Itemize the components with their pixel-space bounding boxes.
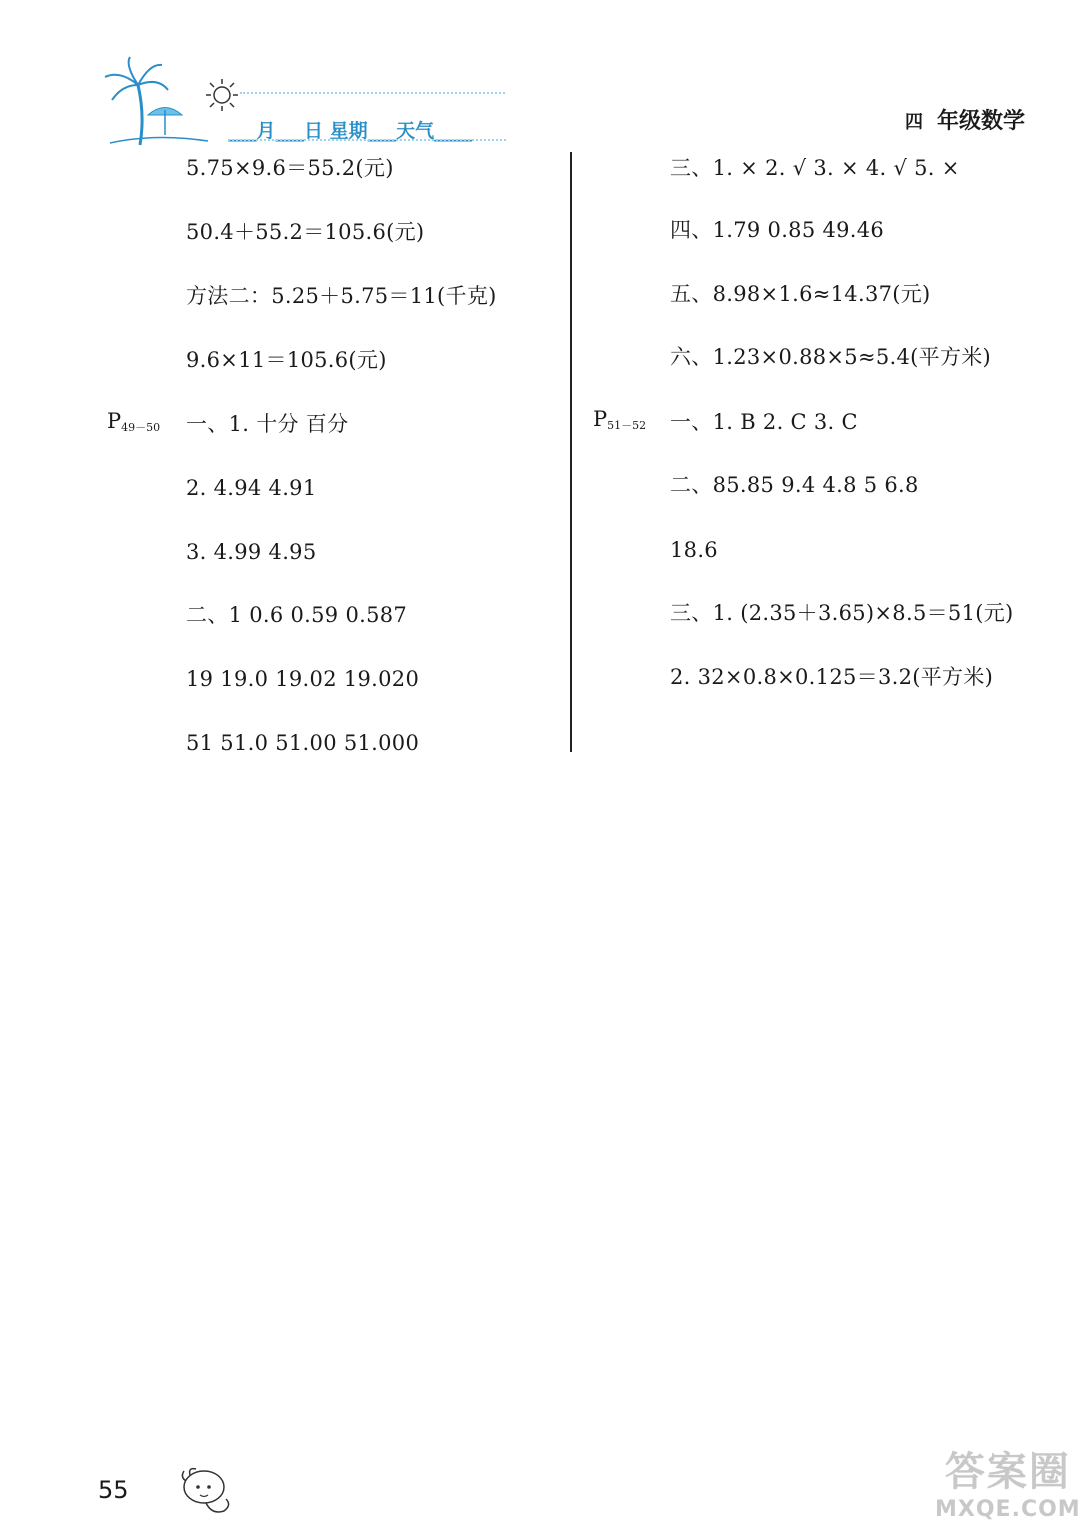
answer-line: 方法二：5.25＋5.75＝11(千克) (186, 284, 497, 308)
answer-line: 三、1. (2.35＋3.65)×8.5＝51(元) (670, 601, 1014, 625)
answer-line: 5.75×9.6＝55.2(元) (186, 156, 394, 180)
page-number: 55 (98, 1476, 129, 1504)
date-underline (228, 139, 506, 141)
watermark-bottom: MXQE.COM (935, 1497, 1081, 1522)
answer-line: 六、1.23×0.88×5≈5.4(平方米) (670, 345, 992, 369)
page-range-label: $P_{49-50}$ (107, 409, 161, 434)
cartoon-child-icon (176, 1465, 240, 1519)
answer-line: 19 19.0 19.02 19.020 (186, 667, 420, 691)
answer-line: 一、1. 十分 百分 (186, 412, 349, 436)
grade-char: 四 (905, 112, 923, 133)
answer-line: 二、85.85 9.4 4.8 5 6.8 (670, 473, 919, 497)
grade-title (905, 104, 1025, 135)
sun-icon (205, 78, 239, 112)
palm-tree-illustration (100, 55, 210, 150)
answer-line: 51 51.0 51.00 51.000 (186, 731, 420, 755)
answer-line: 2. 32×0.8×0.125＝3.2(平方米) (670, 665, 994, 689)
column-divider (570, 152, 572, 752)
answer-line: 一、1. B 2. C 3. C (670, 410, 858, 434)
answer-line: 二、1 0.6 0.59 0.587 (186, 603, 408, 627)
answer-line: 2. 4.94 4.91 (186, 476, 317, 500)
page-range-label: $P_{51-52}$ (593, 407, 647, 432)
answer-line: 三、1. × 2. √ 3. × 4. √ 5. × (670, 156, 960, 180)
answer-line: 五、8.98×1.6≈14.37(元) (670, 282, 931, 306)
watermark-logo (935, 1440, 1081, 1522)
answer-line: 四、1.79 0.85 49.46 (670, 218, 885, 242)
dotted-decoration (240, 92, 505, 94)
answer-line: 50.4＋55.2＝105.6(元) (186, 220, 425, 244)
answer-line: 18.6 (670, 538, 718, 562)
subject-label: 年级数学 (937, 109, 1026, 134)
answer-line: 9.6×11＝105.6(元) (186, 348, 387, 372)
date-weather-fields: ___月___日 星期___天气____ (228, 120, 473, 142)
answer-line: 3. 4.99 4.95 (186, 540, 317, 564)
watermark-top: 答案圈 (944, 1449, 1071, 1495)
